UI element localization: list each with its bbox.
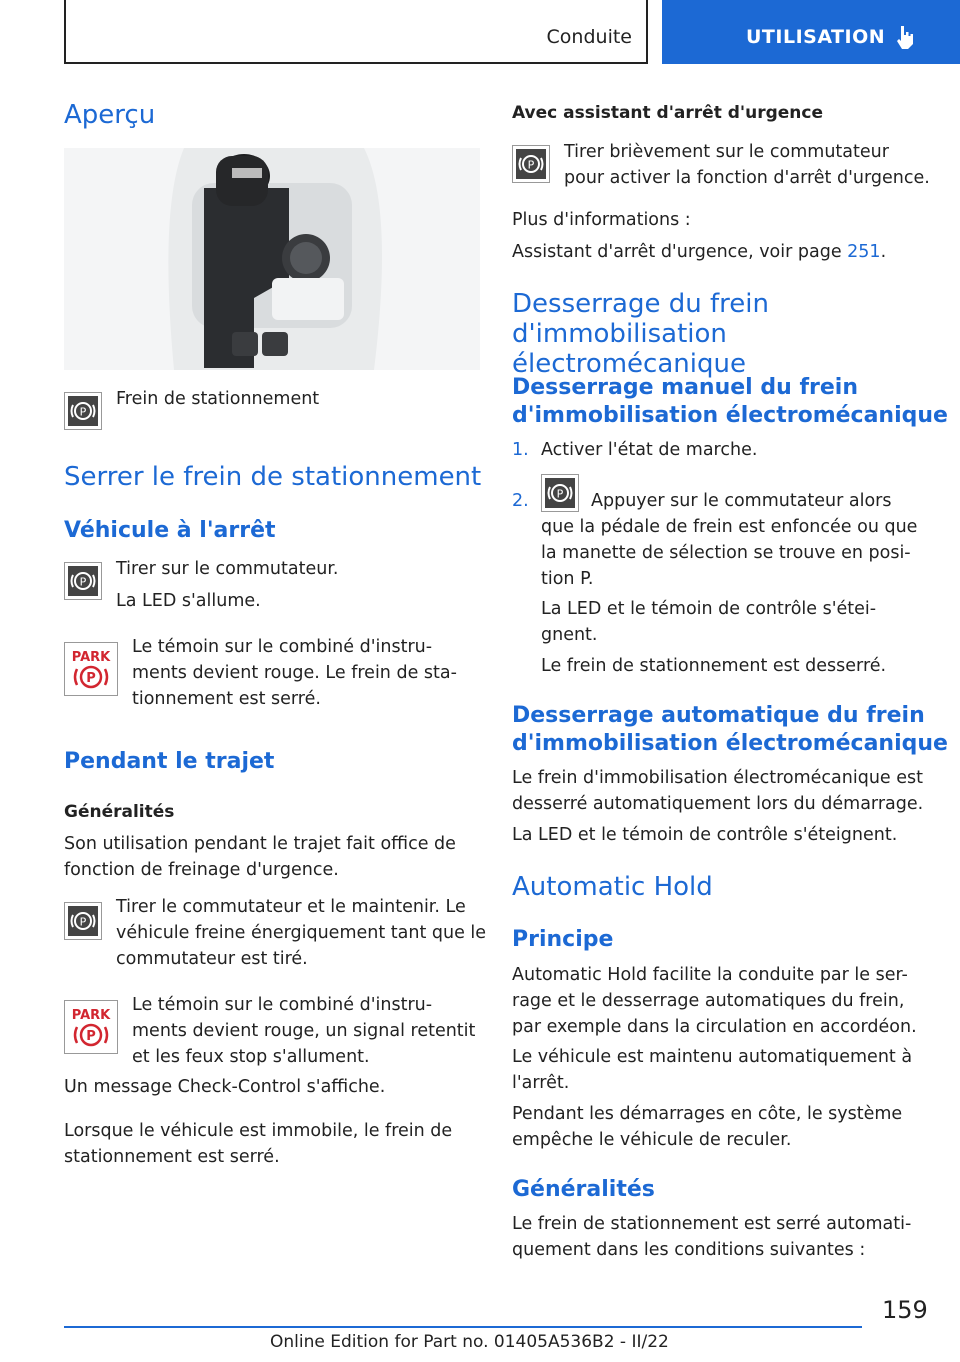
sub-principe: Principe [512, 927, 614, 952]
svg-text:P: P [79, 915, 87, 929]
svg-text:P: P [86, 671, 96, 686]
text-utilisation: Son utilisation pendant le trajet fait office de fonction de freinage d'urgence. [64, 834, 456, 880]
page-link-251[interactable]: 251 [847, 242, 881, 262]
park-switch-icon [64, 392, 102, 430]
header-chapter: UTILISATION [746, 26, 886, 48]
step2-number: 2. [512, 491, 529, 511]
text-generalites: Le frein de stationnement est serré automati- quement dans les conditions suivantes : [512, 1214, 912, 1260]
heading-avec-assistant: Avec assistant d'arrêt d'urgence [512, 103, 824, 123]
text-tirer: Tirer sur le commutateur. [116, 559, 339, 579]
text-demarrages: Pendant les démarrages en côte, le système empêche le véhicule de reculer. [512, 1104, 903, 1150]
title-serrer: Serrer le frein de stationnement [64, 462, 482, 492]
park-warning-icon [64, 1000, 118, 1054]
text-maintenu: Le véhicule est maintenu automatiquement à l'arrêt. [512, 1047, 913, 1093]
heading-generalites: Généralités [64, 802, 175, 822]
text-tirer-maintenir: Tirer le commutateur et le maintenir. Le véhicule freine énergiquement tant que le commutateur est tiré. [116, 897, 487, 969]
title-desserrage: Desserrage du frein d'immobilisation électromécanique [512, 289, 769, 379]
step1-text: Activer l'état de marche. [541, 440, 758, 460]
step1-number: 1. [512, 440, 529, 460]
header-section-box [64, 0, 648, 64]
header-section: Conduite [546, 26, 632, 48]
sub-manuel: Desserrage manuel du frein d'immobilisation électromécanique [512, 375, 948, 428]
park-label: PARK [71, 1008, 111, 1023]
photo-caption: Frein de stationnement [116, 389, 320, 409]
text-auto: Le frein d'immobilisation électromécanique est desserré automatiquement lors du démarrage. [512, 768, 924, 814]
text-message: Un message Check-Control s'affiche. [64, 1077, 386, 1097]
text-temoin1: Le témoin sur le combiné d'instru- ments devient rouge. Le frein de sta- tionnement est serré. [132, 637, 457, 709]
park-warning-icon [64, 642, 118, 696]
step2-text: Appuyer sur le commutateur alors que la pédale de frein est enfoncée ou que la manette de sélection se trouve en posi- tion P. [541, 491, 918, 589]
title-automatic-hold: Automatic Hold [512, 872, 713, 902]
text-immobile: Lorsque le véhicule est immobile, le frein de stationnement est serré. [64, 1121, 453, 1167]
hand-pointer-icon [894, 24, 916, 50]
park-switch-icon [512, 145, 550, 183]
header-chapter-box [662, 0, 960, 64]
text-plus-infos: Plus d'informations : [512, 210, 691, 230]
text-auto-led: La LED et le témoin de contrôle s'éteignent. [512, 825, 898, 845]
title-apercu: Aperçu [64, 100, 156, 130]
footer-divider [64, 1326, 862, 1328]
svg-text:P: P [527, 158, 535, 172]
step2-led: La LED et le témoin de contrôle s'étei- gnent. [541, 599, 877, 645]
sub-pendant-trajet: Pendant le trajet [64, 749, 275, 774]
console-photo [64, 148, 480, 370]
text-led: La LED s'allume. [116, 591, 261, 611]
sub-generalites: Généralités [512, 1177, 655, 1202]
svg-text:P: P [79, 405, 87, 419]
sub-auto: Desserrage automatique du frein d'immobilisation électromécanique [512, 703, 948, 756]
text-principe: Automatic Hold facilite la conduite par le ser- rage et le desserrage automatiques du frein, par exemple dans la circulation en accordéon. [512, 965, 917, 1037]
svg-text:P: P [556, 487, 564, 501]
text-temoin2: Le témoin sur le combiné d'instru- ments devient rouge, un signal retentit et les feux stop s'allument. [132, 995, 476, 1067]
text-assistant-ref: Assistant d'arrêt d'urgence, voir page 251. [512, 242, 887, 262]
park-switch-icon [64, 562, 102, 600]
svg-text:P: P [86, 1029, 96, 1044]
step2-desserre: Le frein de stationnement est desserré. [541, 656, 887, 676]
park-label: PARK [71, 650, 111, 665]
park-switch-icon [64, 902, 102, 940]
svg-text:P: P [79, 575, 87, 589]
page-number: 159 [882, 1296, 928, 1324]
sub-vehicule-arret: Véhicule à l'arrêt [64, 518, 276, 543]
footer-edition: Online Edition for Part no. 01405A536B2 - II/22 [270, 1332, 669, 1352]
text-tirer-brievement: Tirer brièvement sur le commutateur pour activer la fonction d'arrêt d'urgence. [564, 142, 930, 188]
